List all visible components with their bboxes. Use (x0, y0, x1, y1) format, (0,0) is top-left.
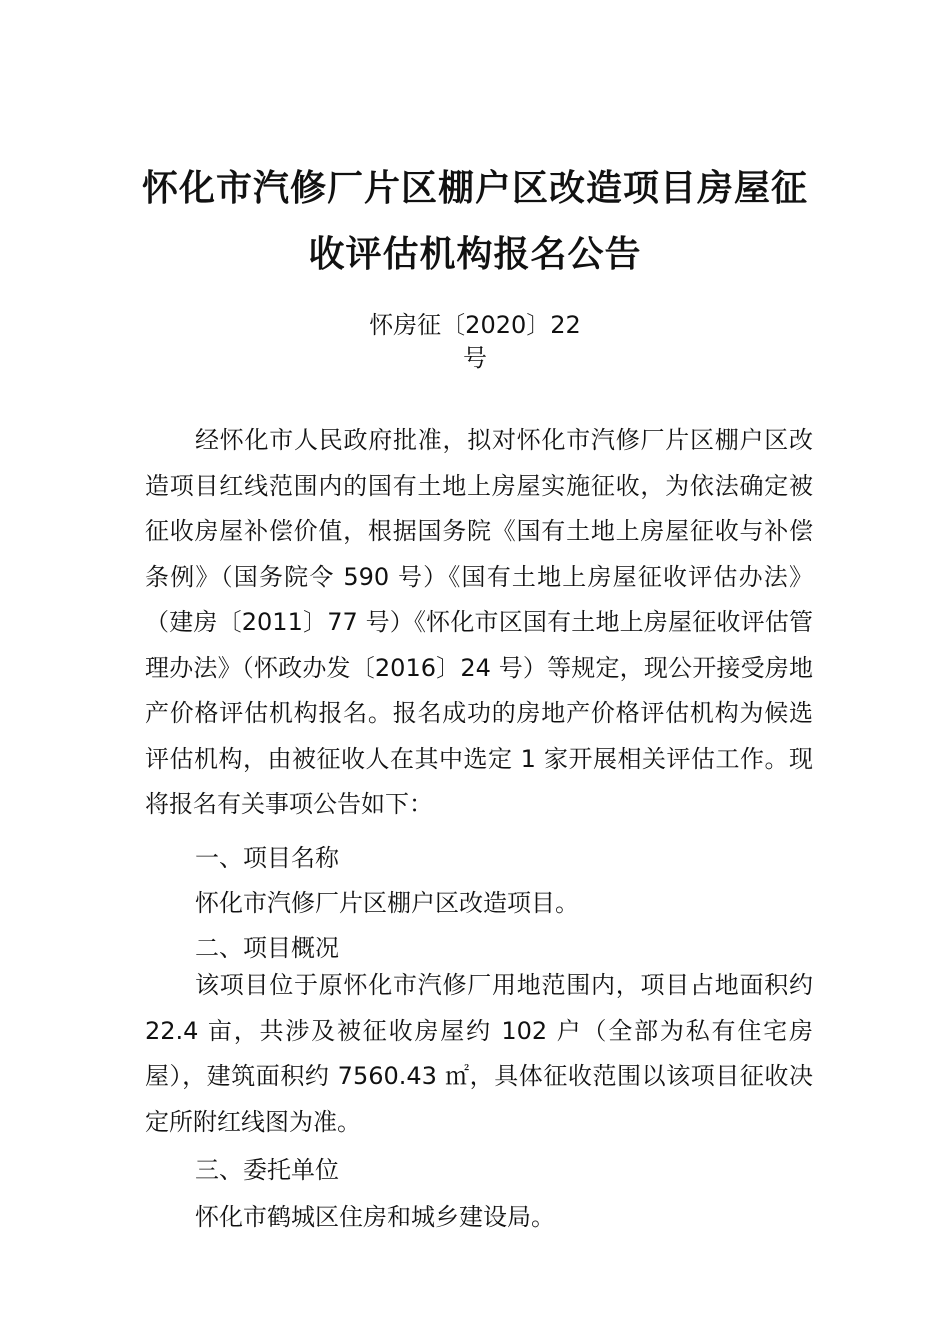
section-1-heading: 一、项目名称 (195, 844, 339, 872)
section-3-text: 怀化市鹤城区住房和城乡建设局。 (195, 1203, 555, 1231)
document-title-line-2: 收评估机构报名公告 (308, 233, 642, 275)
section-2-text: 该项目位于原怀化市汽修厂用地范围内，项目占地面积约 22.4 亩，共涉及被征收房屋约 102 户（全部为私有住宅房屋），建筑面积约 7560.43 ㎡，具体征收范围以该项目征收决定所附红线图为准。 (145, 971, 813, 1136)
section-2-block (145, 963, 813, 1145)
document-title-line-1: 怀化市汽修厂片区棚户区改造项目房屋征 (141, 167, 808, 209)
section-1-text: 怀化市汽修厂片区棚户区改造项目。 (195, 889, 579, 917)
intro-paragraph: 经怀化市人民政府批准，拟对怀化市汽修厂片区棚户区改造项目红线范围内的国有土地上房屋实施征收，为依法确定被征收房屋补偿价值，根据国务院《国有土地上房屋征收与补偿条例》（国务院令 590 号）《国有土地上房屋征收评估办法》（建房〔2011〕77 号）《怀化市区国有土地上房屋征收评估管理办法》（怀政办发〔2016〕24 号）等规定，现公开接受房地产价格评估机构报名。报名成功的房地产价格评估机构为候选评估机构，由被征收人在其中选定 1 家开展相关评估工作。现将报名有关事项公告如下： (145, 426, 813, 818)
section-3-heading: 三、委托单位 (195, 1156, 339, 1184)
intro-paragraph-block (145, 418, 813, 828)
document-number-suffix: 号 (463, 344, 487, 372)
document-number: 怀房征〔2020〕22 (369, 311, 581, 339)
section-2-heading: 二、项目概况 (195, 934, 339, 962)
